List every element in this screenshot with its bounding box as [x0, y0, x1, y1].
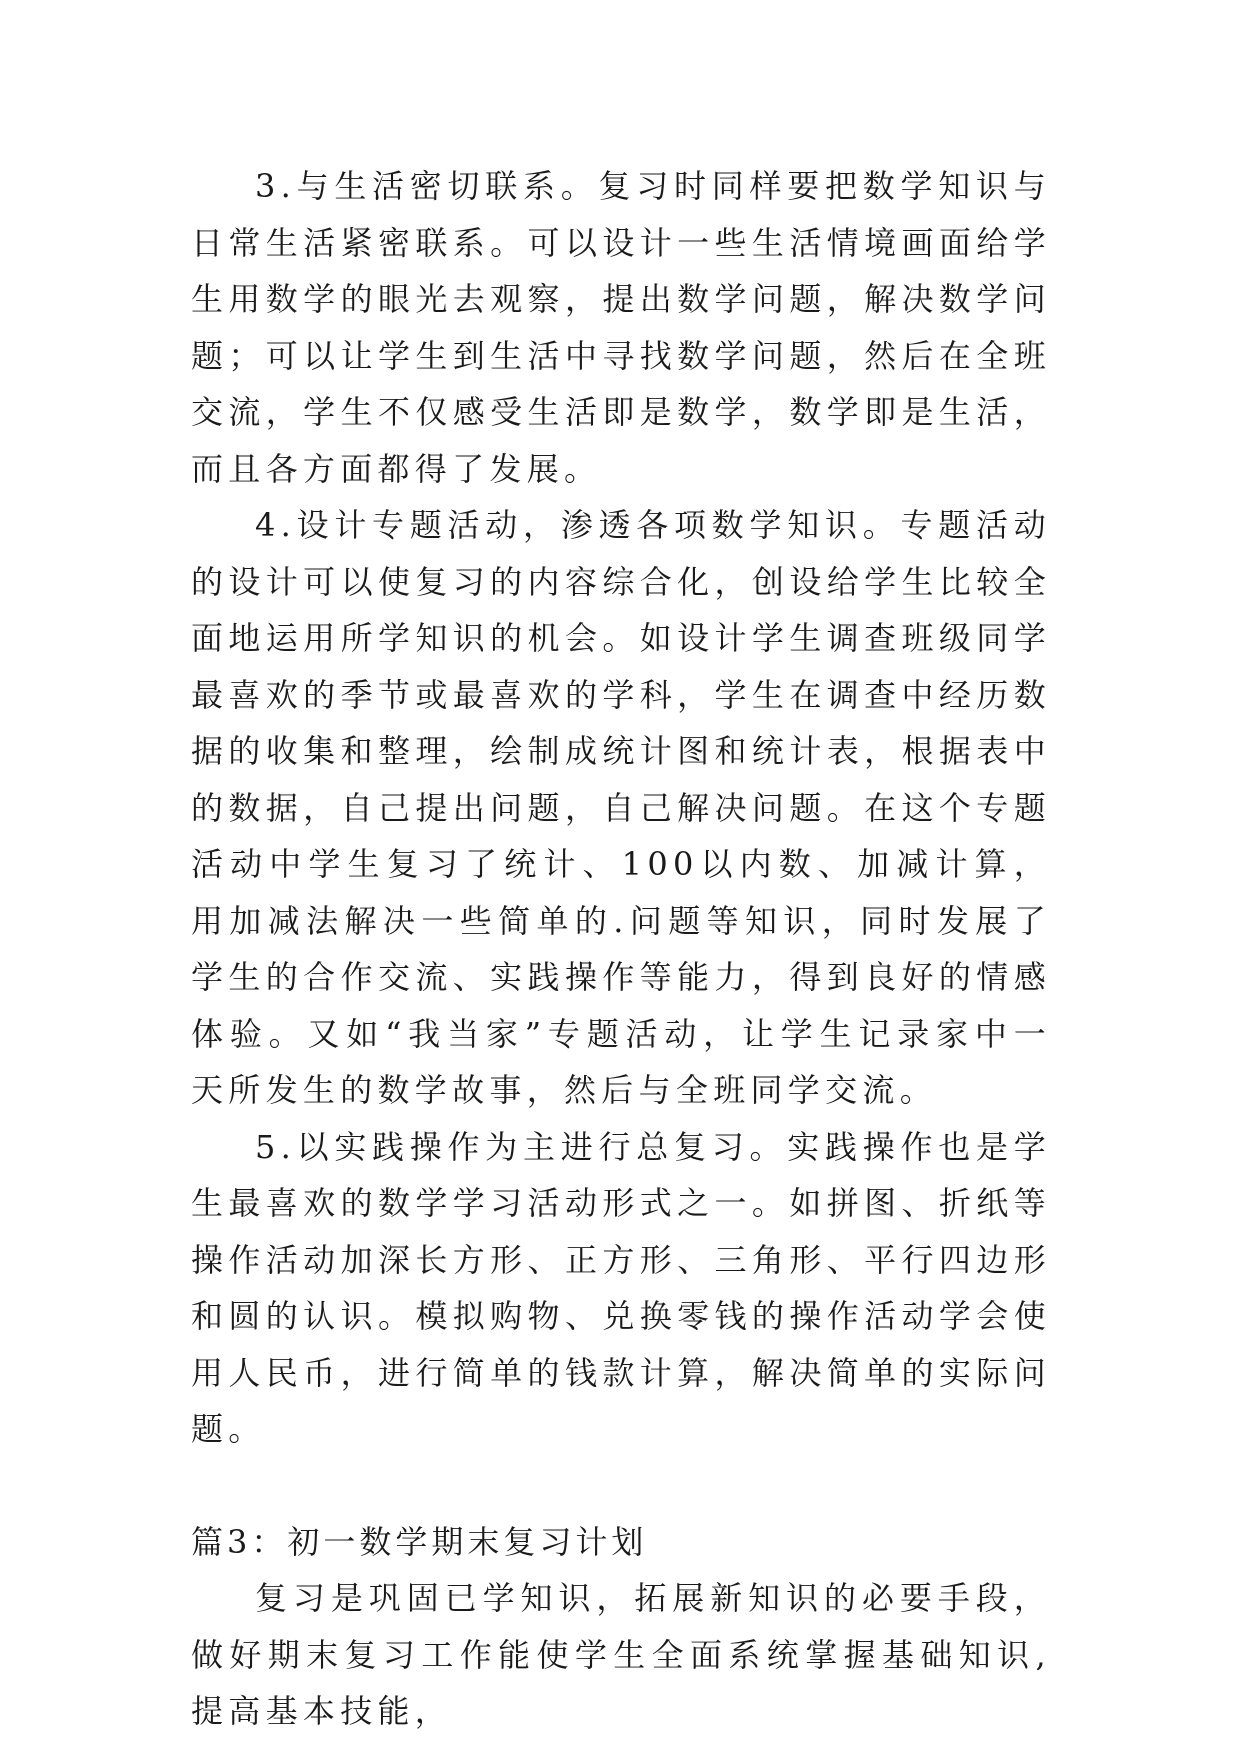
paragraph-item-4: 4.设计专题活动，渗透各项数学知识。专题活动的设计可以使复习的内容综合化，创设给学生比较全面地运用所学知识的机会。如设计学生调查班级同学最喜欢的季节或最喜欢的学科，学生在调查中经历数据的收集和整理，绘制成统计图和统计表，根据表中的数据，自己提出问题，自己解决问题。在这个专题活动中学生复习了统计、100以内数、加减计算，用加减法解决一些简单的.问题等知识，同时发展了学生的合作交流、实践操作等能力，得到良好的情感体验。又如“我当家”专题活动，让学生记录家中一天所发生的数学故事，然后与全班同学交流。 [191, 506, 1051, 1109]
section-title: 篇3：初一数学期末复习计划 [191, 1522, 648, 1561]
document-body [191, 158, 1051, 1740]
paragraph-item-5: 5.以实践操作为主进行总复习。实践操作也是学生最喜欢的数学学习活动形式之一。如拼图、折纸等操作活动加深长方形、正方形、三角形、平行四边形和圆的认识。模拟购物、兑换零钱的操作活动学会使用人民币，进行简单的钱款计算，解决简单的实际问题。 [191, 1127, 1051, 1448]
paragraph-item-3: 3.与生活密切联系。复习时同样要把数学知识与日常生活紧密联系。可以设计一些生活情境画面给学生用数学的眼光去观察，提出数学问题，解决数学问题；可以让学生到生活中寻找数学问题，然后在全班交流，学生不仅感受生活即是数学，数学即是生活，而且各方面都得了发展。 [191, 167, 1051, 488]
section-spacer [191, 1458, 1051, 1514]
paragraph-intro: 复习是巩固已学知识，拓展新知识的必要手段，做好期末复习工作能使学生全面系统掌握基础知识,提高基本技能， [191, 1579, 1051, 1730]
